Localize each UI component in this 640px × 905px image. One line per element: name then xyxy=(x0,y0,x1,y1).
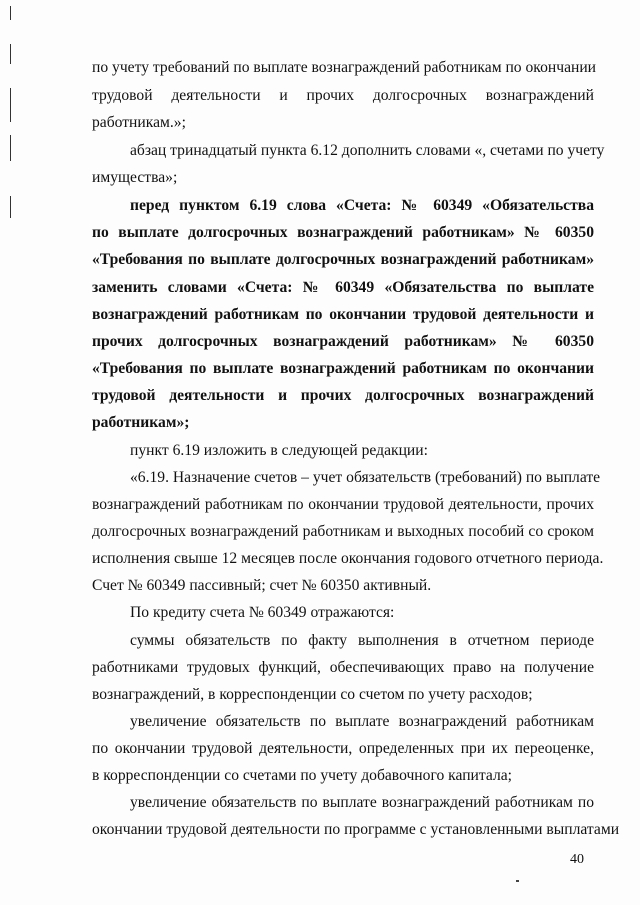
text-line: по выплате долгосрочных вознаграждений работникам» № 60350 xyxy=(92,224,594,241)
text-line: По кредиту счета № 60349 отражаются: xyxy=(130,604,395,621)
text-line: пункт 6.19 изложить в следующей редакции: xyxy=(130,442,428,459)
scan-margin-mark xyxy=(10,88,11,122)
page-number: 40 xyxy=(570,852,584,867)
text-line: увеличение обязательств по выплате вознаграждений работникам xyxy=(130,713,594,730)
text-line: трудовой деятельности и прочих долгосрочных вознаграждений xyxy=(92,87,594,104)
scan-margin-mark xyxy=(10,135,11,161)
text-line: увеличение обязательств по выплате вознаграждений работникам по xyxy=(130,794,594,811)
text-line: суммы обязательств по факту выполнения в отчетном периоде xyxy=(130,632,594,649)
text-line: по учету требований по выплате вознаграждений работникам по окончании xyxy=(92,59,597,76)
text-line: трудовой деятельности и прочих долгосрочных вознаграждений xyxy=(92,387,594,404)
text-line: заменить словами «Счета: № 60349 «Обязательства по выплате xyxy=(92,279,594,296)
text-line: по окончании трудовой деятельности, определенных при их переоценке, xyxy=(92,740,594,757)
text-line: вознаграждений, в корреспонденции со счетом по учету расходов; xyxy=(92,686,533,703)
text-line: имущества»; xyxy=(92,169,178,186)
scan-speck xyxy=(516,880,519,882)
text-line: в корреспонденции со счетами по учету добавочного капитала; xyxy=(92,767,512,784)
text-line: прочих долгосрочных вознаграждений работникам» № 60350 xyxy=(92,333,594,350)
text-line: вознаграждений работникам по окончании трудовой деятельности и xyxy=(92,306,594,323)
text-line: исполнения свыше 12 месяцев после окончания годового отчетного периода. xyxy=(92,550,604,567)
text-line: работникам.»; xyxy=(92,114,186,131)
text-line: абзац тринадцатый пункта 6.12 дополнить словами «, счетами по учету xyxy=(130,142,605,159)
text-line: окончании трудовой деятельности по программе с установленными выплатами xyxy=(92,821,620,838)
text-line: работниками трудовых функций, обеспечивающих право на получение xyxy=(92,659,594,676)
scan-margin-mark xyxy=(10,196,11,218)
text-line: «Требования по выплате долгосрочных вознаграждений работникам» xyxy=(92,251,594,268)
text-line: долгосрочных вознаграждений работникам и выходных пособий со сроком xyxy=(92,523,594,540)
scan-margin-mark xyxy=(10,6,11,20)
text-line: перед пунктом 6.19 слова «Счета: № 60349 «Обязательства xyxy=(130,197,594,214)
text-line: вознаграждений работникам по окончании трудовой деятельности, прочих xyxy=(92,496,594,513)
text-line: Счет № 60349 пассивный; счет № 60350 активный. xyxy=(92,577,432,594)
text-line: работникам»; xyxy=(92,414,190,431)
text-line: «Требования по выплате вознаграждений работникам по окончании xyxy=(92,360,594,377)
text-line: «6.19. Назначение счетов – учет обязательств (требований) по выплате xyxy=(130,469,601,486)
scan-margin-mark xyxy=(10,44,11,64)
